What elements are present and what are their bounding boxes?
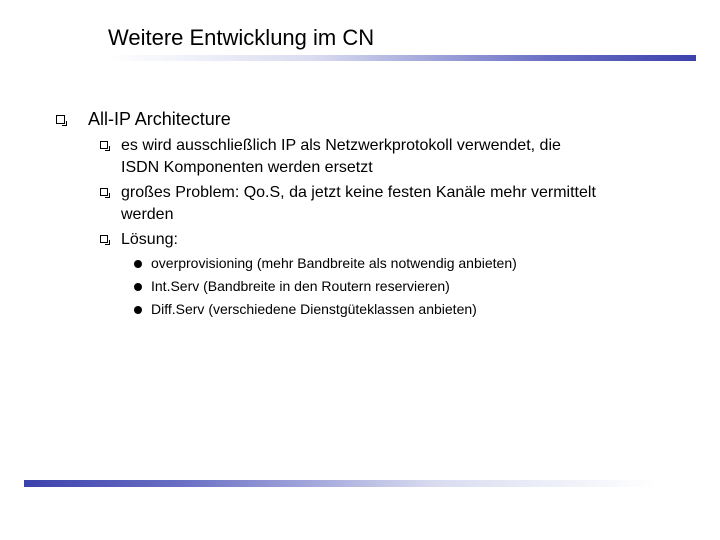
bullet-qos-problem-line-1: großes Problem: Qo.S, da jetzt keine festen Kanäle mehr vermittelt	[121, 184, 596, 201]
hollow-square-bullet-icon	[56, 115, 65, 124]
filled-circle-bullet-icon	[134, 283, 142, 291]
filled-circle-bullet-icon	[134, 260, 142, 268]
bullet-all-ip-architecture: All-IP Architecture	[88, 109, 231, 129]
slide-title: Weitere Entwicklung im CN	[108, 25, 375, 50]
footer-divider	[24, 480, 656, 487]
bullet-ip-only-line-1: es wird ausschließlich IP als Netzwerkprotokoll verwendet, die	[121, 137, 561, 154]
bullet-qos-problem-line-2: werden	[121, 206, 174, 223]
title-divider	[108, 55, 696, 61]
hollow-square-bullet-icon	[100, 235, 108, 243]
hollow-square-bullet-icon	[100, 141, 108, 149]
filled-circle-bullet-icon	[134, 306, 142, 314]
sub-bullet-diffserv: Diff.Serv (verschiedene Dienstgüteklassen anbieten)	[151, 301, 477, 317]
sub-bullet-intserv: Int.Serv (Bandbreite in den Routern reservieren)	[151, 278, 450, 294]
hollow-square-bullet-icon	[100, 188, 108, 196]
bullet-ip-only-line-2: ISDN Komponenten werden ersetzt	[121, 159, 373, 176]
bullet-loesung: Lösung:	[121, 231, 178, 248]
sub-bullet-overprovisioning: overprovisioning (mehr Bandbreite als notwendig anbieten)	[151, 255, 517, 271]
